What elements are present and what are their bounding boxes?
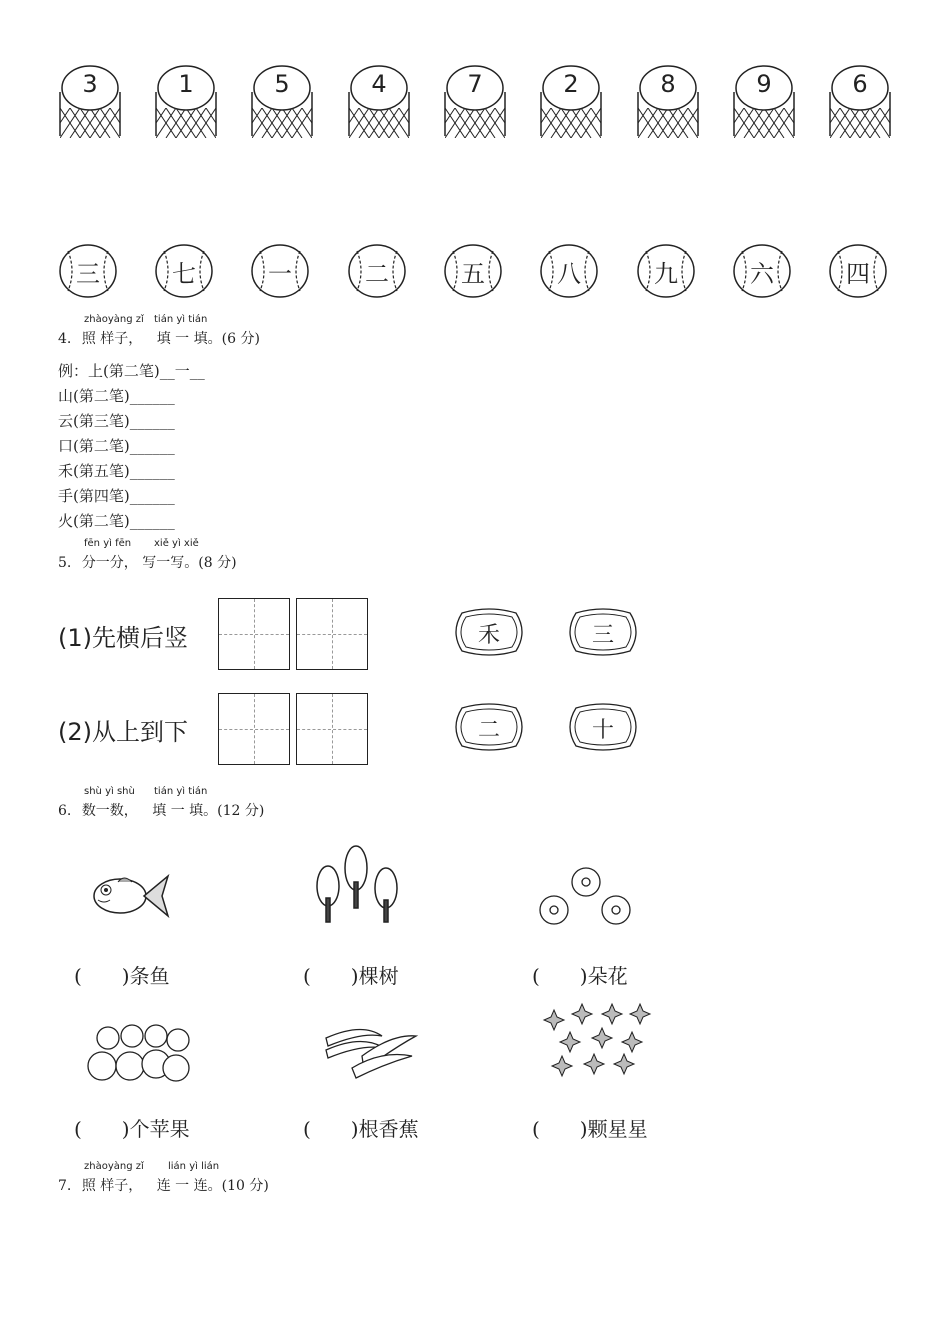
hoop-number (250, 62, 314, 142)
trees-picture (312, 842, 408, 924)
flowers-picture (536, 866, 636, 930)
baseball-numeral (250, 243, 310, 299)
fish-picture (88, 870, 172, 920)
hoop-number (732, 62, 796, 142)
hoop-number (828, 62, 892, 142)
star-shape (592, 1028, 612, 1048)
hoop-digit: 7 (467, 70, 483, 98)
character-tag[interactable] (452, 607, 526, 657)
apples-picture (86, 1020, 190, 1084)
numeral-char: 一 (268, 260, 292, 288)
numeral-char: 七 (172, 260, 196, 288)
numeral-char: 五 (461, 260, 485, 288)
star-shape (544, 1010, 564, 1030)
row2-label: (2)从上到下 (58, 718, 188, 746)
character-tag[interactable] (452, 702, 526, 752)
count-label-apples[interactable]: ( )个苹果 (74, 1117, 190, 1141)
count-label-trees[interactable]: ( )棵树 (303, 964, 399, 988)
count-label-bananas[interactable]: ( )根香蕉 (303, 1117, 419, 1141)
hoop-digit: 6 (852, 70, 868, 98)
baseball-numeral (732, 243, 792, 299)
row1-label: (1)先横后竖 (58, 624, 188, 652)
hoop-number (58, 62, 122, 142)
hoop-digit: 2 (563, 70, 579, 98)
hoop-digit: 8 (660, 70, 676, 98)
stars-picture (540, 1002, 658, 1082)
q5-heading: 5. fēn yì fēn 分一分， xiě yì xiě 写一写。(8 分) (58, 538, 237, 571)
q4-heading: 4. zhàoyàng zǐ 照 样子， tián yì tián 填 一 填。(6 分) (58, 314, 260, 347)
pinyin: tián yì tián (154, 786, 208, 797)
hoop-digit: 5 (274, 70, 290, 98)
q4-item[interactable]: 山(第二笔)______ (58, 387, 175, 405)
q7-heading: 7. zhàoyàng zǐ 照 样子， lián yì lián 连 一 连。(10 分) (58, 1161, 269, 1194)
numeral-char: 二 (365, 260, 389, 288)
star-shape (584, 1054, 604, 1074)
numeral-char: 九 (654, 260, 678, 288)
baseball-numeral (539, 243, 599, 299)
baseball-numeral (58, 243, 118, 299)
star-shape (630, 1004, 650, 1024)
question-number: 6. (58, 803, 72, 819)
character-tag[interactable] (566, 607, 640, 657)
hoop-digit: 4 (371, 70, 387, 98)
pinyin: lián yì lián (168, 1161, 220, 1172)
hoop-number (154, 62, 218, 142)
tag-char: 禾 (477, 623, 500, 648)
writing-grid[interactable] (218, 693, 290, 765)
pinyin: xiě yì xiě (154, 538, 199, 549)
writing-grid[interactable] (296, 598, 368, 670)
star-shape (614, 1054, 634, 1074)
character-tag[interactable] (566, 702, 640, 752)
tag-char: 二 (477, 718, 500, 743)
baseball-numeral (828, 243, 888, 299)
pinyin: zhàoyàng zǐ (84, 314, 144, 325)
q4-example: 例：上(第二笔)__一__ (58, 362, 205, 380)
question-number: 4. (58, 331, 72, 347)
tag-char: 十 (591, 718, 614, 743)
hoop-number (636, 62, 700, 142)
pinyin: fēn yì fēn (84, 538, 132, 549)
q6-heading: 6. shù yì shù 数一数， tián yì tián 填 一 填。(12 分) (58, 786, 265, 819)
question-number: 7. (58, 1178, 72, 1194)
writing-grid[interactable] (218, 598, 290, 670)
pinyin: shù yì shù (84, 786, 135, 797)
hoop-number (539, 62, 603, 142)
baseball-numeral (347, 243, 407, 299)
baseball-numeral (636, 243, 696, 299)
star-shape (572, 1004, 592, 1024)
tag-char: 三 (591, 623, 614, 648)
hoop-digit: 9 (756, 70, 772, 98)
hoop-digit: 1 (178, 70, 194, 98)
numeral-char: 八 (557, 260, 581, 288)
bananas-picture (322, 1016, 420, 1080)
numeral-char: 三 (76, 260, 100, 288)
star-shape (622, 1032, 642, 1052)
numeral-char: 六 (750, 260, 774, 288)
numeral-char: 四 (846, 260, 870, 288)
hoop-digit: 3 (82, 70, 98, 98)
q4-item[interactable]: 口(第二笔)______ (58, 437, 175, 455)
q4-item[interactable]: 禾(第五笔)______ (58, 462, 175, 480)
q4-item[interactable]: 火(第二笔)______ (58, 512, 175, 530)
count-label-stars[interactable]: ( )颗星星 (532, 1117, 648, 1141)
q4-item[interactable]: 云(第三笔)______ (58, 412, 175, 430)
pinyin: tián yì tián (154, 314, 208, 325)
count-label-flowers[interactable]: ( )朵花 (532, 964, 628, 988)
hoop-number (443, 62, 507, 142)
pinyin: zhàoyàng zǐ (84, 1161, 144, 1172)
star-shape (560, 1032, 580, 1052)
hoop-number (347, 62, 411, 142)
question-number: 5. (58, 555, 72, 571)
star-shape (552, 1056, 572, 1076)
baseball-numeral (443, 243, 503, 299)
writing-grid[interactable] (296, 693, 368, 765)
star-shape (602, 1004, 622, 1024)
count-label-fish[interactable]: ( )条鱼 (74, 964, 170, 988)
q4-item[interactable]: 手(第四笔)______ (58, 487, 175, 505)
baseball-numeral (154, 243, 214, 299)
